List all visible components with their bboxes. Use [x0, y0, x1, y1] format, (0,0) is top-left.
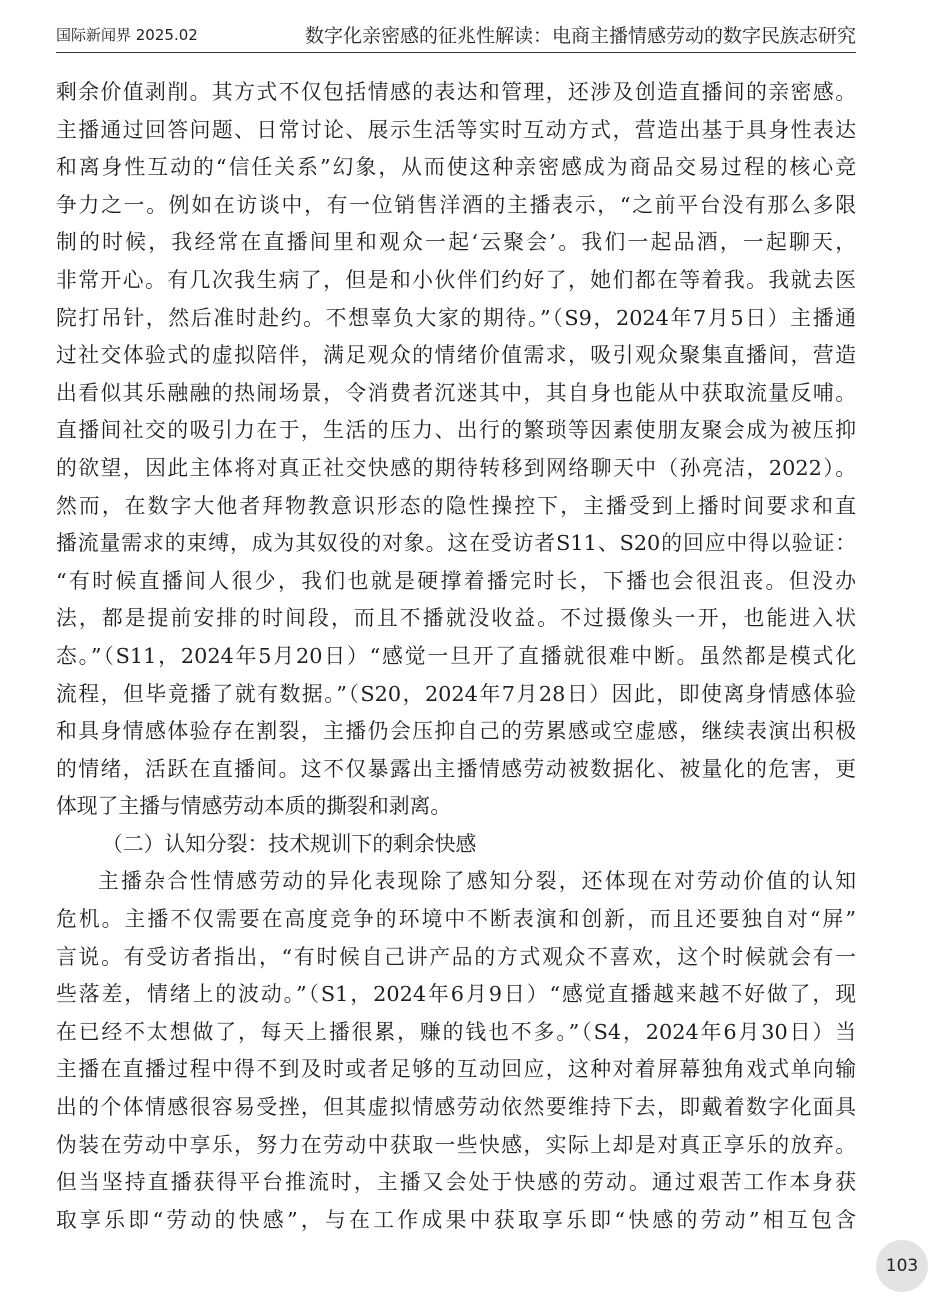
- text-line: 播流量需求的束缚，成为其奴役的对象。这在受访者S11、S20的回应中得以验证：: [56, 531, 856, 556]
- text-line: 些落差，情绪上的波动。”（S1，2024年6月9日）“感觉直播越来越不好做了，现: [56, 982, 856, 1007]
- page-header: [56, 18, 856, 53]
- text-line: 直播间社交的吸引力在于，生活的压力、出行的繁琐等因素使朋友聚会成为被压抑: [56, 418, 856, 443]
- text-line: 主播通过回答问题、日常讨论、展示生活等实时互动方式，营造出基于具身性表达: [56, 117, 856, 142]
- text-line: 但当坚持直播获得平台推流时，主播又会处于快感的劳动。通过艰苦工作本身获: [56, 1170, 856, 1195]
- section-heading: （二）认知分裂：技术规训下的剩余快感: [102, 831, 477, 856]
- text-line: 取享乐即“劳动的快感”，与在工作成果中获取享乐即“快感的劳动”相互包含: [56, 1207, 856, 1232]
- journal-issue: 国际新闻界 2025.02: [56, 26, 198, 44]
- text-line: 制的时候，我经常在直播间里和观众一起‘云聚会’。我们一起品酒，一起聊天，: [56, 230, 856, 255]
- text-line: 法，都是提前安排的时间段，而且不播就没收益。不过摄像头一开，也能进入状: [56, 606, 856, 631]
- text-line: 过社交体验式的虚拟陪伴，满足观众的情绪价值需求，吸引观众聚集直播间，营造: [56, 343, 856, 368]
- text-line: 剩余价值剥削。其方式不仅包括情感的表达和管理，还涉及创造直播间的亲密感。: [56, 80, 856, 104]
- running-title: 数字化亲密感的征兆性解读：电商主播情感劳动的数字民族志研究: [304, 25, 856, 47]
- text-line: 伪装在劳动中享乐，努力在劳动中获取一些快感，实际上却是对真正享乐的放弃。: [56, 1132, 856, 1157]
- text-line: 院打吊针，然后准时赴约。不想辜负大家的期待。”（S9，2024年7月5日）主播通: [56, 305, 856, 330]
- text-line: 和离身性互动的“信任关系”幻象，从而使这种亲密感成为商品交易过程的核心竞: [56, 155, 856, 180]
- text-line: 和具身情感体验存在割裂，主播仍会压抑自己的劳累感或空虚感，继续表演出积极: [56, 719, 856, 744]
- text-line: 体现了主播与情感劳动本质的撕裂和剥离。: [56, 794, 452, 819]
- text-line: 出的个体情感很容易受挫，但其虚拟情感劳动依然要维持下去，即戴着数字化面具: [56, 1095, 856, 1120]
- text-line: 出看似其乐融融的热闹场景，令消费者沉迷其中，其自身也能从中获取流量反哺。: [56, 380, 856, 405]
- text-line: 非常开心。有几次我生病了，但是和小伙伴们约好了，她们都在等着我。我就去医: [56, 267, 856, 292]
- text-line: 主播在直播过程中得不到及时或者足够的互动回应，这种对着屏幕独角戏式单向输: [56, 1057, 856, 1082]
- text-line: 流程，但毕竟播了就有数据。”（S20，2024年7月28日）因此，即使离身情感体验: [56, 681, 856, 706]
- text-line: 的欲望，因此主体将对真正社交快感的期待转移到网络聊天中（孙亮洁，2022）。: [56, 455, 856, 480]
- text-line: 危机。主播不仅需要在高度竞争的环境中不断表演和创新，而且还要独自对“屏”: [56, 907, 856, 932]
- text-line: 主播杂合性情感劳动的异化表现除了感知分裂，还体现在对劳动价值的认知: [98, 869, 856, 894]
- text-line: 然而，在数字大他者拜物教意识形态的隐性操控下，主播受到上播时间要求和直: [56, 493, 856, 518]
- text-line: 争力之一。例如在访谈中，有一位销售洋酒的主播表示，“之前平台没有那么多限: [56, 192, 856, 217]
- article-body: [56, 74, 856, 1239]
- text-line: 态。”（S11，2024年5月20日）“感觉一旦开了直播就很难中断。虽然都是模式化: [56, 643, 856, 668]
- text-line: “有时候直播间人很少，我们也就是硬撑着播完时长，下播也会很沮丧。但没办: [56, 568, 856, 593]
- text-line: 的情绪，活跃在直播间。这不仅暴露出主播情感劳动被数据化、被量化的危害，更: [56, 756, 856, 781]
- text-line: 在已经不太想做了，每天上播很累，赚的钱也不多。”（S4，2024年6月30日）当: [56, 1019, 856, 1044]
- text-line: 言说。有受访者指出，“有时候自己讲产品的方式观众不喜欢，这个时候就会有一: [56, 944, 856, 969]
- page-number-badge: 103: [876, 1240, 928, 1292]
